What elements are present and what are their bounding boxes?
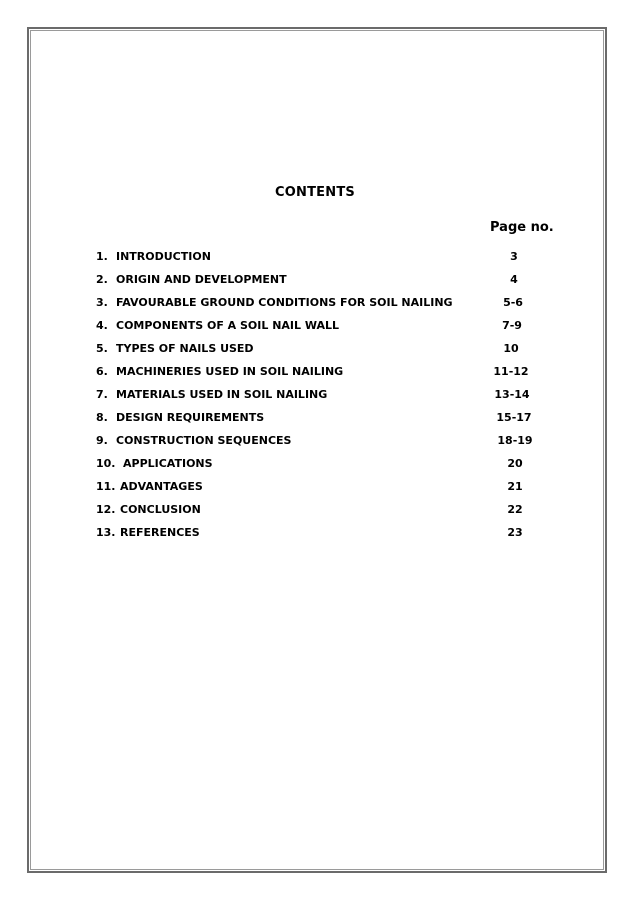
toc-row (0, 526, 638, 544)
toc-title: MACHINERIES USED IN SOIL NAILING (116, 365, 344, 378)
toc-title: REFERENCES (120, 526, 200, 539)
toc-number: 4. (96, 319, 108, 332)
toc-title: DESIGN REQUIREMENTS (116, 411, 265, 424)
toc-row (0, 296, 638, 314)
toc-row (0, 273, 638, 291)
toc-page: 4 (510, 273, 518, 286)
page-no-header: Page no. (490, 220, 554, 235)
toc-number: 9. (96, 434, 108, 447)
toc-number: 7. (96, 388, 108, 401)
toc-number: 1. (96, 250, 108, 263)
toc-number: 11. (96, 480, 116, 493)
toc-number: 8. (96, 411, 108, 424)
contents-heading: CONTENTS (275, 185, 355, 200)
toc-row (0, 319, 638, 337)
toc-row (0, 342, 638, 360)
toc-row (0, 365, 638, 383)
toc-number: 12. (96, 503, 116, 516)
toc-row (0, 480, 638, 498)
toc-title: FAVOURABLE GROUND CONDITIONS FOR SOIL NAILING (116, 296, 453, 309)
toc-row (0, 388, 638, 406)
toc-row (0, 457, 638, 475)
toc-page: 20 (507, 457, 523, 470)
toc-row (0, 411, 638, 429)
toc-number: 3. (96, 296, 108, 309)
toc-page: 22 (507, 503, 523, 516)
toc-row (0, 503, 638, 521)
toc-page: 10 (503, 342, 519, 355)
toc-number: 2. (96, 273, 108, 286)
toc-number: 6. (96, 365, 108, 378)
toc-page: 18-19 (497, 434, 533, 447)
toc-title: MATERIALS USED IN SOIL NAILING (116, 388, 328, 401)
toc-page: 7-9 (502, 319, 522, 332)
toc-number: 13. (96, 526, 116, 539)
toc-title: CONSTRUCTION SEQUENCES (116, 434, 292, 447)
toc-title: ORIGIN AND DEVELOPMENT (116, 273, 287, 286)
toc-page: 13-14 (494, 388, 530, 401)
toc-title: CONCLUSION (120, 503, 201, 516)
toc-title: TYPES OF NAILS USED (116, 342, 254, 355)
toc-page: 21 (507, 480, 523, 493)
toc-title: INTRODUCTION (116, 250, 211, 263)
toc-page: 11-12 (493, 365, 529, 378)
toc-page: 23 (507, 526, 523, 539)
toc-page: 15-17 (496, 411, 532, 424)
toc-title: ADVANTAGES (120, 480, 203, 493)
toc-page: 5-6 (503, 296, 523, 309)
toc-number: 10. (96, 457, 116, 470)
toc-row (0, 250, 638, 268)
toc-page: 3 (510, 250, 518, 263)
toc-title: COMPONENTS OF A SOIL NAIL WALL (116, 319, 340, 332)
toc-title: APPLICATIONS (123, 457, 213, 470)
toc-number: 5. (96, 342, 108, 355)
toc-row (0, 434, 638, 452)
